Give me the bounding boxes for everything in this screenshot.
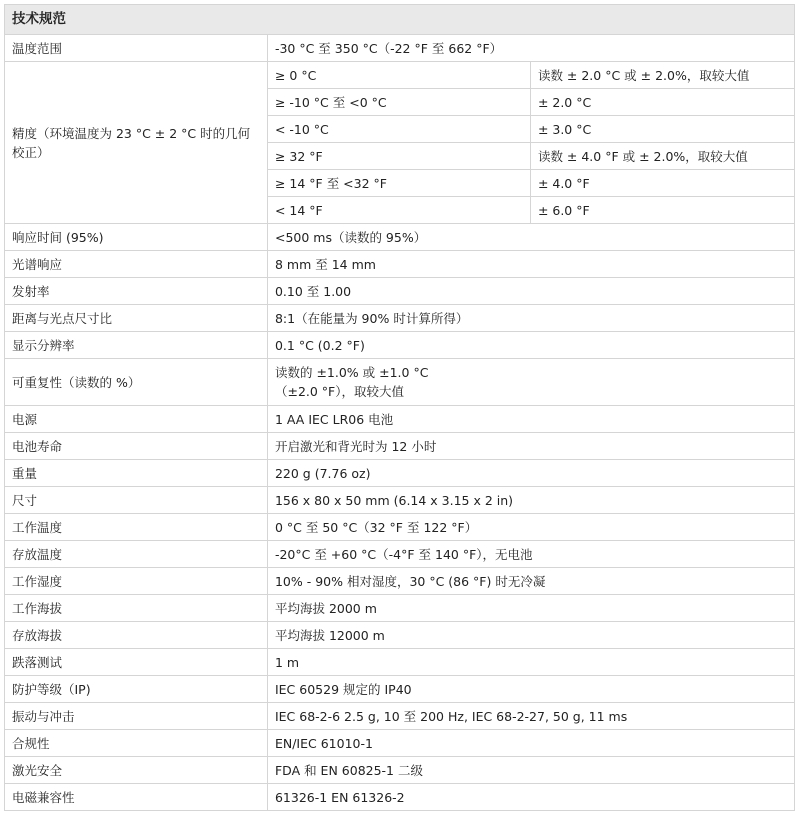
table-row bbox=[5, 568, 795, 595]
spec-title: 技术规范 bbox=[5, 5, 795, 35]
table-row bbox=[5, 62, 795, 89]
row-value bbox=[267, 359, 794, 406]
spec-container bbox=[4, 4, 795, 811]
row-value: 10% - 90% 相对湿度，30 °C (86 °F) 时无冷凝 bbox=[267, 568, 794, 595]
row-label: 电池寿命 bbox=[5, 433, 268, 460]
row-value: 1 m bbox=[267, 649, 794, 676]
row-value: 开启激光和背光时为 12 小时 bbox=[267, 433, 794, 460]
row-value-line: （±2.0 °F），取较大值 bbox=[274, 384, 404, 399]
row-label: 电源 bbox=[5, 406, 268, 433]
table-row bbox=[5, 35, 795, 62]
row-label: 振动与冲击 bbox=[5, 703, 268, 730]
row-value-line: 读数的 ±1.0% 或 ±1.0 °C bbox=[274, 365, 429, 380]
row-label: 光谱响应 bbox=[5, 251, 268, 278]
table-row bbox=[5, 541, 795, 568]
row-label: 电磁兼容性 bbox=[5, 784, 268, 811]
row-label: 显示分辨率 bbox=[5, 332, 268, 359]
row-label: 可重复性（读数的 %） bbox=[5, 359, 268, 406]
spec-table bbox=[4, 4, 795, 811]
accuracy-range: ≥ 32 °F bbox=[267, 143, 530, 170]
accuracy-range: ≥ 0 °C bbox=[267, 62, 530, 89]
row-label: 合规性 bbox=[5, 730, 268, 757]
accuracy-value: ± 2.0 °C bbox=[530, 89, 794, 116]
table-row bbox=[5, 676, 795, 703]
row-value: 8:1（在能量为 90% 时计算所得） bbox=[267, 305, 794, 332]
table-row bbox=[5, 703, 795, 730]
row-label: 跌落测试 bbox=[5, 649, 268, 676]
row-label: 防护等级（IP) bbox=[5, 676, 268, 703]
row-value: 156 x 80 x 50 mm (6.14 x 3.15 x 2 in) bbox=[267, 487, 794, 514]
table-row bbox=[5, 433, 795, 460]
row-value: -20°C 至 +60 °C（-4°F 至 140 °F），无电池 bbox=[267, 541, 794, 568]
accuracy-range: < 14 °F bbox=[267, 197, 530, 224]
table-row bbox=[5, 784, 795, 811]
row-value: IEC 60529 规定的 IP40 bbox=[267, 676, 794, 703]
row-value: IEC 68-2-6 2.5 g, 10 至 200 Hz, IEC 68-2-27, 50 g, 11 ms bbox=[267, 703, 794, 730]
table-row bbox=[5, 595, 795, 622]
row-label: 距离与光点尺寸比 bbox=[5, 305, 268, 332]
row-value: EN/IEC 61010-1 bbox=[267, 730, 794, 757]
accuracy-range: < -10 °C bbox=[267, 116, 530, 143]
row-value: 0 °C 至 50 °C（32 °F 至 122 °F） bbox=[267, 514, 794, 541]
row-value: 61326-1 EN 61326-2 bbox=[267, 784, 794, 811]
row-label: 温度范围 bbox=[5, 35, 268, 62]
table-row bbox=[5, 278, 795, 305]
row-label: 存放海拔 bbox=[5, 622, 268, 649]
table-row bbox=[5, 460, 795, 487]
row-label: 精度（环境温度为 23 °C ± 2 °C 时的几何校正） bbox=[5, 62, 268, 224]
accuracy-range: ≥ 14 °F 至 <32 °F bbox=[267, 170, 530, 197]
accuracy-value: 读数 ± 2.0 °C 或 ± 2.0%，取较大值 bbox=[530, 62, 794, 89]
accuracy-range: ≥ -10 °C 至 <0 °C bbox=[267, 89, 530, 116]
row-value: 0.1 °C (0.2 °F) bbox=[267, 332, 794, 359]
row-label: 工作湿度 bbox=[5, 568, 268, 595]
row-value: 220 g (7.76 oz) bbox=[267, 460, 794, 487]
accuracy-value: ± 3.0 °C bbox=[530, 116, 794, 143]
spec-header-row bbox=[5, 5, 795, 35]
table-row bbox=[5, 514, 795, 541]
row-label: 工作海拔 bbox=[5, 595, 268, 622]
row-value: 1 AA IEC LR06 电池 bbox=[267, 406, 794, 433]
table-row bbox=[5, 730, 795, 757]
row-value: -30 °C 至 350 °C（-22 °F 至 662 °F） bbox=[267, 35, 794, 62]
table-row bbox=[5, 305, 795, 332]
table-row bbox=[5, 224, 795, 251]
table-row bbox=[5, 359, 795, 406]
table-row bbox=[5, 622, 795, 649]
table-row bbox=[5, 757, 795, 784]
accuracy-value: 读数 ± 4.0 °F 或 ± 2.0%，取较大值 bbox=[530, 143, 794, 170]
row-label: 重量 bbox=[5, 460, 268, 487]
table-row bbox=[5, 487, 795, 514]
row-label: 存放温度 bbox=[5, 541, 268, 568]
accuracy-value: ± 6.0 °F bbox=[530, 197, 794, 224]
accuracy-value: ± 4.0 °F bbox=[530, 170, 794, 197]
table-row bbox=[5, 251, 795, 278]
table-row bbox=[5, 649, 795, 676]
row-value: <500 ms（读数的 95%） bbox=[267, 224, 794, 251]
row-label: 响应时间 (95%) bbox=[5, 224, 268, 251]
row-value: 0.10 至 1.00 bbox=[267, 278, 794, 305]
row-value: 平均海拔 2000 m bbox=[267, 595, 794, 622]
table-row bbox=[5, 332, 795, 359]
row-label: 激光安全 bbox=[5, 757, 268, 784]
row-value: 平均海拔 12000 m bbox=[267, 622, 794, 649]
row-label: 发射率 bbox=[5, 278, 268, 305]
row-value: 8 mm 至 14 mm bbox=[267, 251, 794, 278]
table-row bbox=[5, 406, 795, 433]
row-label: 尺寸 bbox=[5, 487, 268, 514]
row-label: 工作温度 bbox=[5, 514, 268, 541]
row-value: FDA 和 EN 60825-1 二级 bbox=[267, 757, 794, 784]
